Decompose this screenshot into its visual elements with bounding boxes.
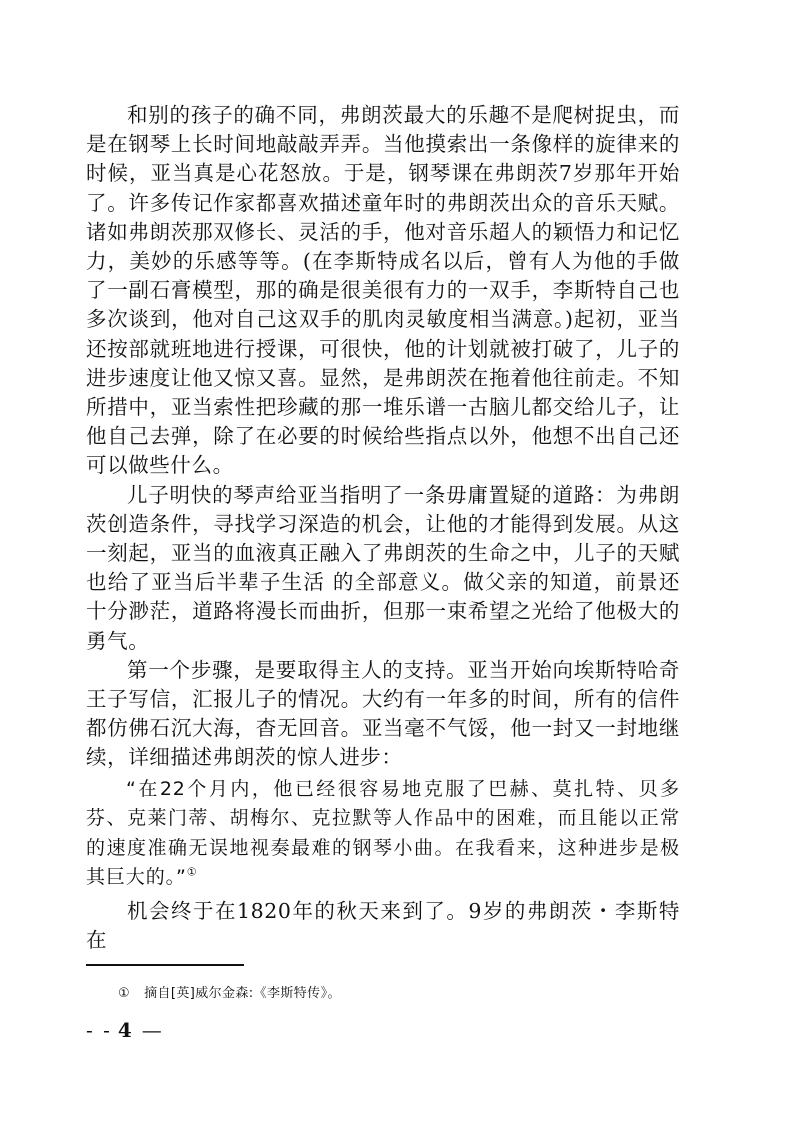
quote-text: “在22个月内，他已经很容易地克服了巴赫、莫扎特、贝多芬、克莱门蒂、胡梅尔、克拉默等人作品中的困难，而且能以正常的速度准确无误地视奏最难的钢琴小曲。在我看来，这种进步是极其巨大的。” — [86, 777, 680, 889]
footnote — [118, 985, 341, 1003]
footnote-divider — [86, 964, 244, 966]
paragraph-4: 机会终于在1820年的秋天来到了。9岁的弗朗茨・李斯特在 — [86, 898, 680, 952]
page-number — [86, 1018, 162, 1042]
footnote-number: ① — [118, 986, 131, 1001]
body-text — [86, 101, 680, 955]
paragraph-2: 儿子明快的琴声给亚当指明了一条毋庸置疑的道路：为弗朗茨创造条件，寻找学习深造的机会，让他的才能得到发展。从这一刻起，亚当的血液真正融入了弗朗茨的生命之中，儿子的天赋也给了亚当后半辈子生活 的全部意义。做父亲的知道，前景还十分渺茫，道路将漫长而曲折，但那一束希望之光给了他极大的勇气。 — [86, 482, 680, 653]
block-quote — [86, 775, 680, 893]
paragraph-3: 第一个步骤，是要取得主人的支持。亚当开始向埃斯特哈奇王子写信，汇报儿子的情况。大约有一年多的时间，所有的信件都仿佛石沉大海，杳无回音。亚当毫不气馁，他一封又一封地继续，详细描述弗朗茨的惊人进步： — [86, 657, 680, 770]
page-number-dash-right: — — [141, 1018, 162, 1042]
paragraph-1: 和别的孩子的确不同，弗朗茨最大的乐趣不是爬树捉虫，而是在钢琴上长时间地敲敲弄弄。当他摸索出一条像样的旋律来的时候，亚当真是心花怒放。于是，钢琴课在弗朗茨7岁那年开始了。许多传记作家都喜欢描述童年时的弗朗茨出众的音乐天赋。诸如弗朗茨那双修长、灵活的手，他对音乐超人的颖悟力和记忆力，美妙的乐感等等。(在李斯特成名以后，曾有人为他的手做了一副石膏模型，那的确是很美很有力的一双手，李斯特自己也多次谈到，他对自己这双手的肌肉灵敏度相当满意。)起初，亚当还按部就班地进行授课，可很快，他的计划就被打破了，儿子的进步速度让他又惊又喜。显然，是弗朗茨在拖着他往前走。不知所措中，亚当索性把珍藏的那一堆乐谱一古脑儿都交给儿子，让他自己去弹，除了在必要的时候给些指点以外，他想不出自己还可以做些什么。 — [86, 103, 680, 478]
page-number-value: 4 — [117, 1018, 132, 1042]
page-number-dash-left: - - — [86, 1018, 112, 1042]
footnote-reference: ① — [186, 865, 198, 879]
footnote-text: 摘自[英]威尔金森:《李斯特传》。 — [144, 986, 341, 1001]
